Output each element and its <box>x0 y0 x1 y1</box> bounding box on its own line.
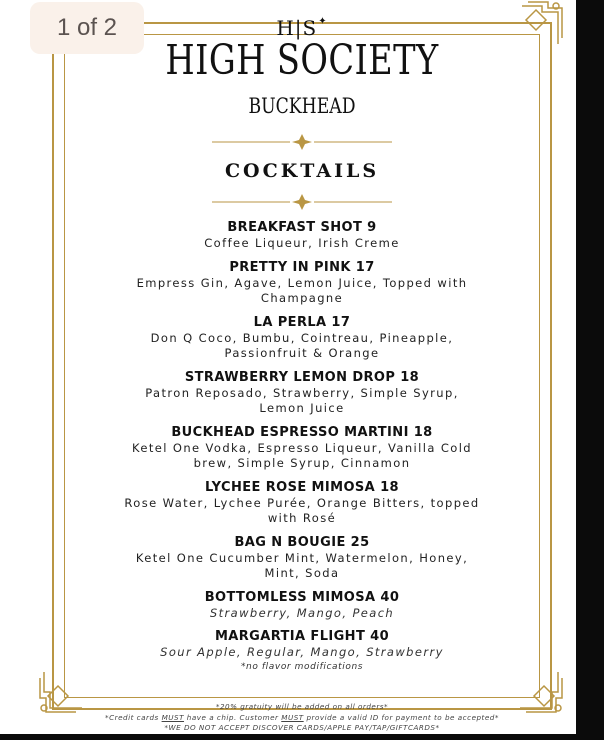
menu-item-description: Coffee Liqueur, Irish Creme <box>204 236 400 250</box>
page-indicator[interactable]: 1 of 2 <box>30 2 144 54</box>
menu-item <box>120 628 484 673</box>
menu-item-description: Don Q Coco, Bumbu, Cointreau, Pineapple, Passionfruit & Orange <box>150 330 454 360</box>
footer-emphasis: MUST <box>161 712 185 722</box>
menu-item <box>120 589 484 622</box>
menu-item-name: BOTTOMLESS MIMOSA 40 <box>204 589 400 605</box>
cocktail-menu <box>120 219 484 680</box>
footer-text: provide a valid ID for payment to be accepted* <box>303 712 499 722</box>
menu-item-description: Strawberry, Mango, Peach <box>209 605 395 620</box>
menu-item-description: Ketel One Cucumber Mint, Watermelon, Honey, Mint, Soda <box>135 550 469 580</box>
footer-credit-card-note <box>0 713 604 724</box>
menu-item-name: PRETTY IN PINK 17 <box>229 259 375 275</box>
logo-star-icon: ✦ <box>318 16 328 27</box>
menu-item <box>120 259 484 307</box>
menu-item-name: LA PERLA 17 <box>253 314 351 330</box>
menu-item <box>120 534 484 582</box>
menu-item-description: Sour Apple, Regular, Mango, Strawberry <box>160 645 444 659</box>
footer-gratuity-note: *20% gratuity will be added on all orders* <box>215 702 389 711</box>
section-title: COCKTAILS <box>224 160 380 182</box>
menu-item-name: BREAKFAST SHOT 9 <box>227 220 377 235</box>
footer-notes <box>0 702 604 734</box>
window-edge-right <box>576 0 604 740</box>
menu-item-note: *no flavor modifications <box>240 661 364 672</box>
brand-location: BUCKHEAD <box>248 94 356 118</box>
divider-bottom-icon <box>212 194 392 210</box>
footer-text: *Credit cards <box>105 712 162 722</box>
menu-item-description: Ketel One Vodka, Espresso Liqueur, Vanilla Cold brew, Simple Syrup, Cinnamon <box>131 440 472 470</box>
menu-item-description: Rose Water, Lychee Purée, Orange Bitters, topped with Rosé <box>124 495 480 525</box>
footer-emphasis: MUST <box>281 712 304 722</box>
menu-item-description: Empress Gin, Agave, Lemon Juice, Topped with Champagne <box>136 275 468 305</box>
footer-text: have a chip. Customer <box>184 712 282 722</box>
brand-name: HIGH SOCIETY <box>165 36 439 84</box>
menu-item <box>120 219 484 252</box>
menu-item-name: STRAWBERRY LEMON DROP 18 <box>184 369 420 385</box>
divider-top-icon <box>212 134 392 150</box>
menu-item-name: BUCKHEAD ESPRESSO MARTINI 18 <box>171 424 433 440</box>
menu-item <box>120 369 484 417</box>
footer-payment-note: *WE DO NOT ACCEPT DISCOVER CARDS/APPLE PAY/TAP/GIFTCARDS* <box>164 723 440 732</box>
logo-letters: H|S <box>276 16 318 40</box>
window-edge-bottom <box>0 734 604 740</box>
menu-item-name: LYCHEE ROSE MIMOSA 18 <box>205 479 399 495</box>
menu-item <box>120 424 484 472</box>
menu-item <box>120 479 484 527</box>
menu-item <box>120 314 484 362</box>
menu-item-name: BAG N BOUGIE 25 <box>234 534 370 550</box>
menu-item-description: Patron Reposado, Strawberry, Simple Syrup, Lemon Juice <box>145 385 459 415</box>
menu-item-name: MARGARTIA FLIGHT 40 <box>214 629 390 644</box>
